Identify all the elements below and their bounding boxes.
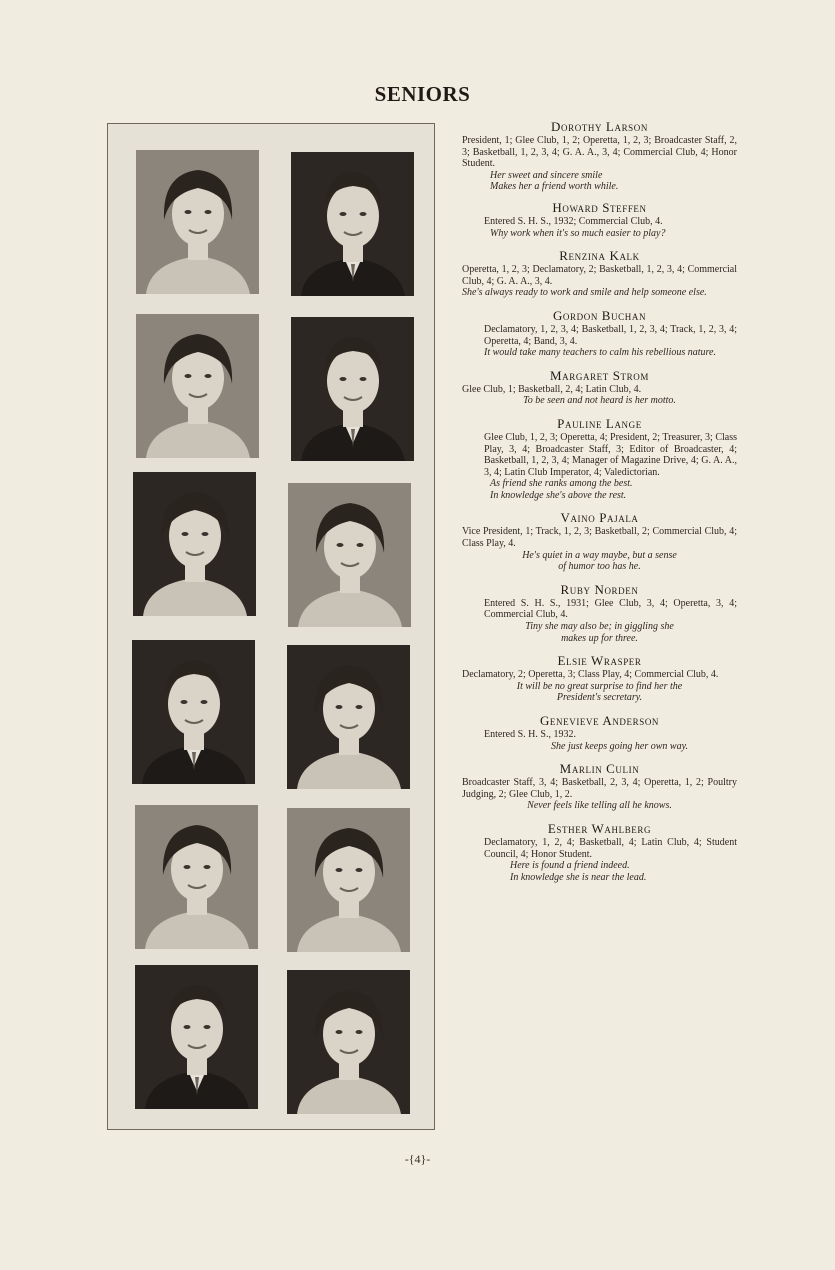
student-name: Vaino Pajala: [560, 510, 639, 526]
student-portrait: [291, 152, 414, 296]
student-activities: Declamatory, 1, 2, 3, 4; Basketball, 1, 2, 3, 4; Track, 1, 2, 3, 4; Operetta, 4; Band, 3, 4.: [484, 323, 737, 347]
bio-entry: [462, 583, 737, 644]
student-activities: President, 1; Glee Club, 1, 2; Operetta, 1, 2, 3; Broadcaster Staff, 2, 3; Basketball, 1, 2, 3, 4; G. A. A., 3, 4; Commercial Club, 4; Honor Student.: [462, 135, 737, 170]
bio-entry: [462, 654, 737, 704]
student-quote: She just keeps going her own way.: [551, 740, 688, 752]
student-name: Renzina Kalk: [559, 248, 640, 264]
student-activities: Glee Club, 1, 2, 3; Operetta, 4; President, 2; Treasurer, 3; Class Play, 3, 4; Broadcaster Staff, 3; Editor of Broadcaster, 4; Basketball, 1, 2, 3, 4; Manager of Magazine Drive, 4; G. A. A., 3, 4; Latin Club Imperator, 4; Valedictorian.: [484, 431, 737, 478]
student-portrait: [132, 640, 255, 784]
student-quote: Never feels like telling all he knows.: [527, 800, 672, 812]
bio-entry: [462, 511, 737, 572]
student-portrait: [287, 970, 410, 1114]
student-name: Gordon Buchan: [552, 307, 647, 323]
student-portrait: [291, 317, 414, 461]
student-name: Elsie Wrasper: [557, 653, 642, 669]
student-activities: Glee Club, 1; Basketball, 2, 4; Latin Club, 4.: [462, 383, 642, 395]
student-activities: Vice President, 1; Track, 1, 2, 3; Basketball, 2; Commercial Club, 4; Class Play, 4.: [462, 526, 737, 550]
bio-entry: [462, 309, 737, 359]
student-quote: It will be no great surprise to find her the President's secretary.: [516, 680, 683, 704]
page-title: SENIORS: [374, 82, 471, 106]
student-portrait: [133, 472, 256, 616]
student-name: Marlin Culin: [559, 761, 640, 777]
student-activities: Declamatory, 2; Operetta, 3; Class Play, 4; Commercial Club, 4.: [462, 669, 719, 681]
student-name: Howard Steffen: [552, 199, 647, 215]
bio-entry: [462, 120, 737, 193]
student-name: Esther Wahlberg: [547, 820, 652, 836]
biographies-column: [462, 120, 737, 889]
student-activities: Entered S. H. S., 1931; Glee Club, 3, 4; Operetta, 3, 4; Commercial Club, 4.: [484, 597, 737, 621]
student-portrait: [287, 808, 410, 952]
student-name: Ruby Norden: [560, 581, 639, 597]
student-name: Margaret Strom: [550, 367, 649, 383]
student-quote: He's quiet in a way maybe, but a sense of humor too has he.: [522, 549, 677, 573]
student-activities: Operetta, 1, 2, 3; Declamatory, 2; Basketball, 1, 2, 3, 4; Commercial Club, 4; G. A. A., 3, 4.: [462, 264, 737, 287]
student-quote: It would take many teachers to calm his rebellious nature.: [484, 347, 716, 359]
student-name: Genevieve Anderson: [539, 713, 660, 728]
student-activities: Entered S. H. S., 1932; Commercial Club, 4.: [484, 215, 663, 227]
student-portrait: [136, 150, 259, 294]
student-quote: To be seen and not heard is her motto.: [523, 395, 676, 407]
student-portrait: [135, 805, 258, 949]
student-activities: Entered S. H. S., 1932.: [484, 729, 576, 740]
bio-entry: [462, 249, 737, 299]
student-quote: As friend she ranks among the best. In knowledge she's above the rest.: [490, 478, 633, 501]
student-activities: Broadcaster Staff, 3, 4; Basketball, 2, 3, 4; Operetta, 1, 2; Poultry Judging, 2; Glee Club, 1, 2.: [462, 777, 737, 800]
student-portrait: [136, 314, 259, 458]
student-name: Dorothy Larson: [551, 119, 648, 134]
student-quote: She's always ready to work and smile and help someone else.: [462, 287, 707, 299]
student-quote: Here is found a friend indeed. In knowledge she is near the lead.: [510, 860, 647, 883]
student-portrait: [288, 483, 411, 627]
bio-entry: [462, 714, 737, 752]
bio-entry: [462, 762, 737, 812]
bio-entry: [462, 369, 737, 407]
student-quote: Why work when it's so much easier to play?: [490, 227, 666, 239]
student-portrait: [287, 645, 410, 789]
student-quote: Tiny she may also be; in giggling she makes up for three.: [525, 621, 674, 644]
student-portrait: [135, 965, 258, 1109]
page-number: -{4}-: [404, 1152, 431, 1166]
bio-entry: [462, 417, 737, 502]
student-quote: Her sweet and sincere smile Makes her a friend worth while.: [490, 169, 619, 193]
student-activities: Declamatory, 1, 2, 4; Basketball, 4; Latin Club, 4; Student Council, 4; Honor Student.: [484, 836, 737, 860]
bio-entry: [462, 201, 737, 239]
student-name: Pauline Lange: [557, 415, 642, 431]
bio-entry: [462, 822, 737, 883]
